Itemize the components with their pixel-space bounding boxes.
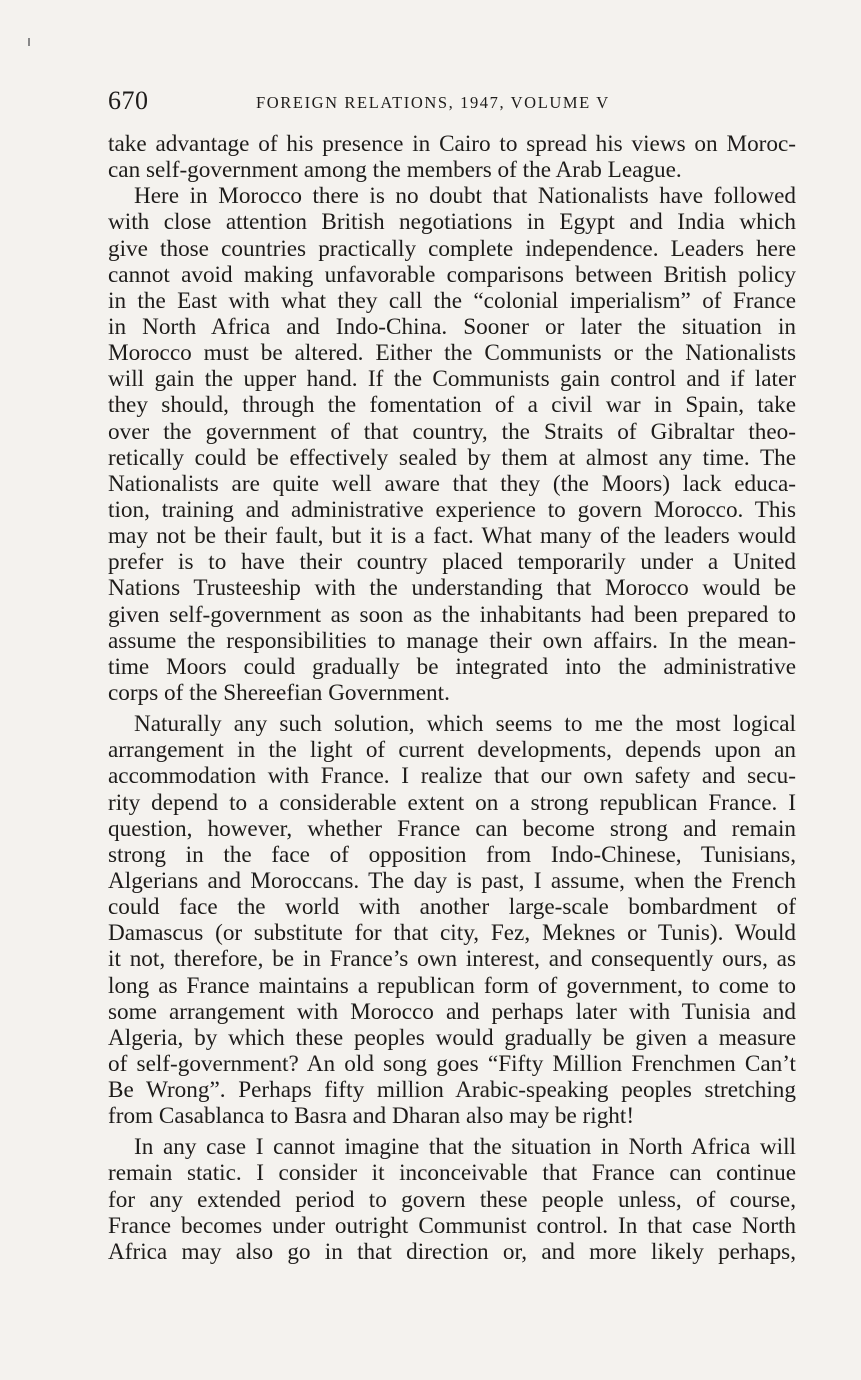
text-line: Be Wrong”. Perhaps fifty million Arabic-speaking peoples stretching <box>108 1077 796 1104</box>
text-line: may not be their fault, but it is a fact. What many of the leaders would <box>108 523 796 550</box>
text-line: given self-government as soon as the inhabitants had been prepared to <box>108 601 796 628</box>
text-line: can self-government among the members of the Arab League. <box>108 157 682 184</box>
text-line: question, however, whether France can become strong and remain <box>108 815 796 842</box>
text-line: in the East with what they call the “colonial imperialism” of France <box>108 287 796 314</box>
page-header <box>108 86 798 120</box>
text-line: tion, training and administrative experience to govern Morocco. This <box>108 496 796 523</box>
body-text <box>108 131 796 1265</box>
text-line: arrangement in the light of current developments, depends upon an <box>108 737 796 764</box>
text-line: Morocco must be altered. Either the Communists or the Nationalists <box>108 340 796 367</box>
text-line: Nations Trusteeship with the understanding that Morocco would be <box>108 575 796 602</box>
text-line: for any extended period to govern these people unless, of course, <box>108 1186 796 1213</box>
paragraph <box>108 1134 796 1265</box>
text-line: Algeria, by which these peoples would gradually be given a measure <box>108 1024 796 1051</box>
text-line: take advantage of his presence in Cairo to spread his views on Moroc- <box>108 131 796 157</box>
text-line: it not, therefore, be in France’s own interest, and consequently ours, as <box>108 946 796 973</box>
text-line: Naturally any such solution, which seems to me the most logical <box>134 711 796 738</box>
text-line: France becomes under outright Communist control. In that case North <box>108 1212 796 1239</box>
text-line: In any case I cannot imagine that the situation in North Africa will <box>134 1134 796 1161</box>
text-line: assume the responsibilities to manage their own affairs. In the mean- <box>108 627 796 654</box>
text-line: time Moors could gradually be integrated into the administrative <box>108 653 796 680</box>
text-line: give those countries practically complete independence. Leaders here <box>108 235 796 262</box>
text-line: Damascus (or substitute for that city, Fez, Meknes or Tunis). Would <box>108 920 796 947</box>
text-line: will gain the upper hand. If the Communists gain control and if later <box>108 366 796 393</box>
text-line: retically could be effectively sealed by them at almost any time. The <box>108 444 796 471</box>
text-line: cannot avoid making unfavorable comparisons between British policy <box>108 261 796 288</box>
text-line: Nationalists are quite well aware that they (the Moors) lack educa- <box>108 470 796 497</box>
page-edge-mark <box>28 38 30 46</box>
text-line: strong in the face of opposition from Indo-Chinese, Tunisians, <box>108 841 796 868</box>
paragraph <box>108 131 796 183</box>
text-line: long as France maintains a republican form of government, to come to <box>108 972 796 999</box>
text-line: remain static. I consider it inconceivable that France can continue <box>108 1160 796 1187</box>
text-line: from Casablanca to Basra and Dharan also may be right! <box>108 1103 635 1130</box>
paragraph <box>108 183 796 706</box>
page-number: 670 <box>108 86 149 115</box>
running-head: FOREIGN RELATIONS, 1947, VOLUME V <box>256 93 610 112</box>
paragraph <box>108 711 796 1129</box>
text-line: prefer is to have their country placed temporarily under a United <box>108 549 796 576</box>
text-line: some arrangement with Morocco and perhaps later with Tunisia and <box>108 998 796 1025</box>
text-line: Here in Morocco there is no doubt that Nationalists have followed <box>134 183 796 210</box>
text-line: in North Africa and Indo-China. Sooner or later the situation in <box>108 313 796 340</box>
text-line: of self-government? An old song goes “Fifty Million Frenchmen Can’t <box>108 1050 796 1077</box>
text-line: could face the world with another large-scale bombardment of <box>108 894 796 921</box>
text-line: with close attention British negotiations in Egypt and India which <box>108 209 796 236</box>
text-line: Algerians and Moroccans. The day is past, I assume, when the French <box>108 867 796 894</box>
text-line: accommodation with France. I realize that our own safety and secu- <box>108 763 796 790</box>
text-line: over the government of that country, the Straits of Gibraltar theo- <box>108 418 796 445</box>
text-line: Africa may also go in that direction or, and more likely perhaps, <box>108 1238 796 1265</box>
text-line: corps of the Shereefian Government. <box>108 679 450 706</box>
text-line: they should, through the fomentation of a civil war in Spain, take <box>108 392 796 419</box>
text-line: rity depend to a considerable extent on a strong republican France. I <box>108 789 796 816</box>
